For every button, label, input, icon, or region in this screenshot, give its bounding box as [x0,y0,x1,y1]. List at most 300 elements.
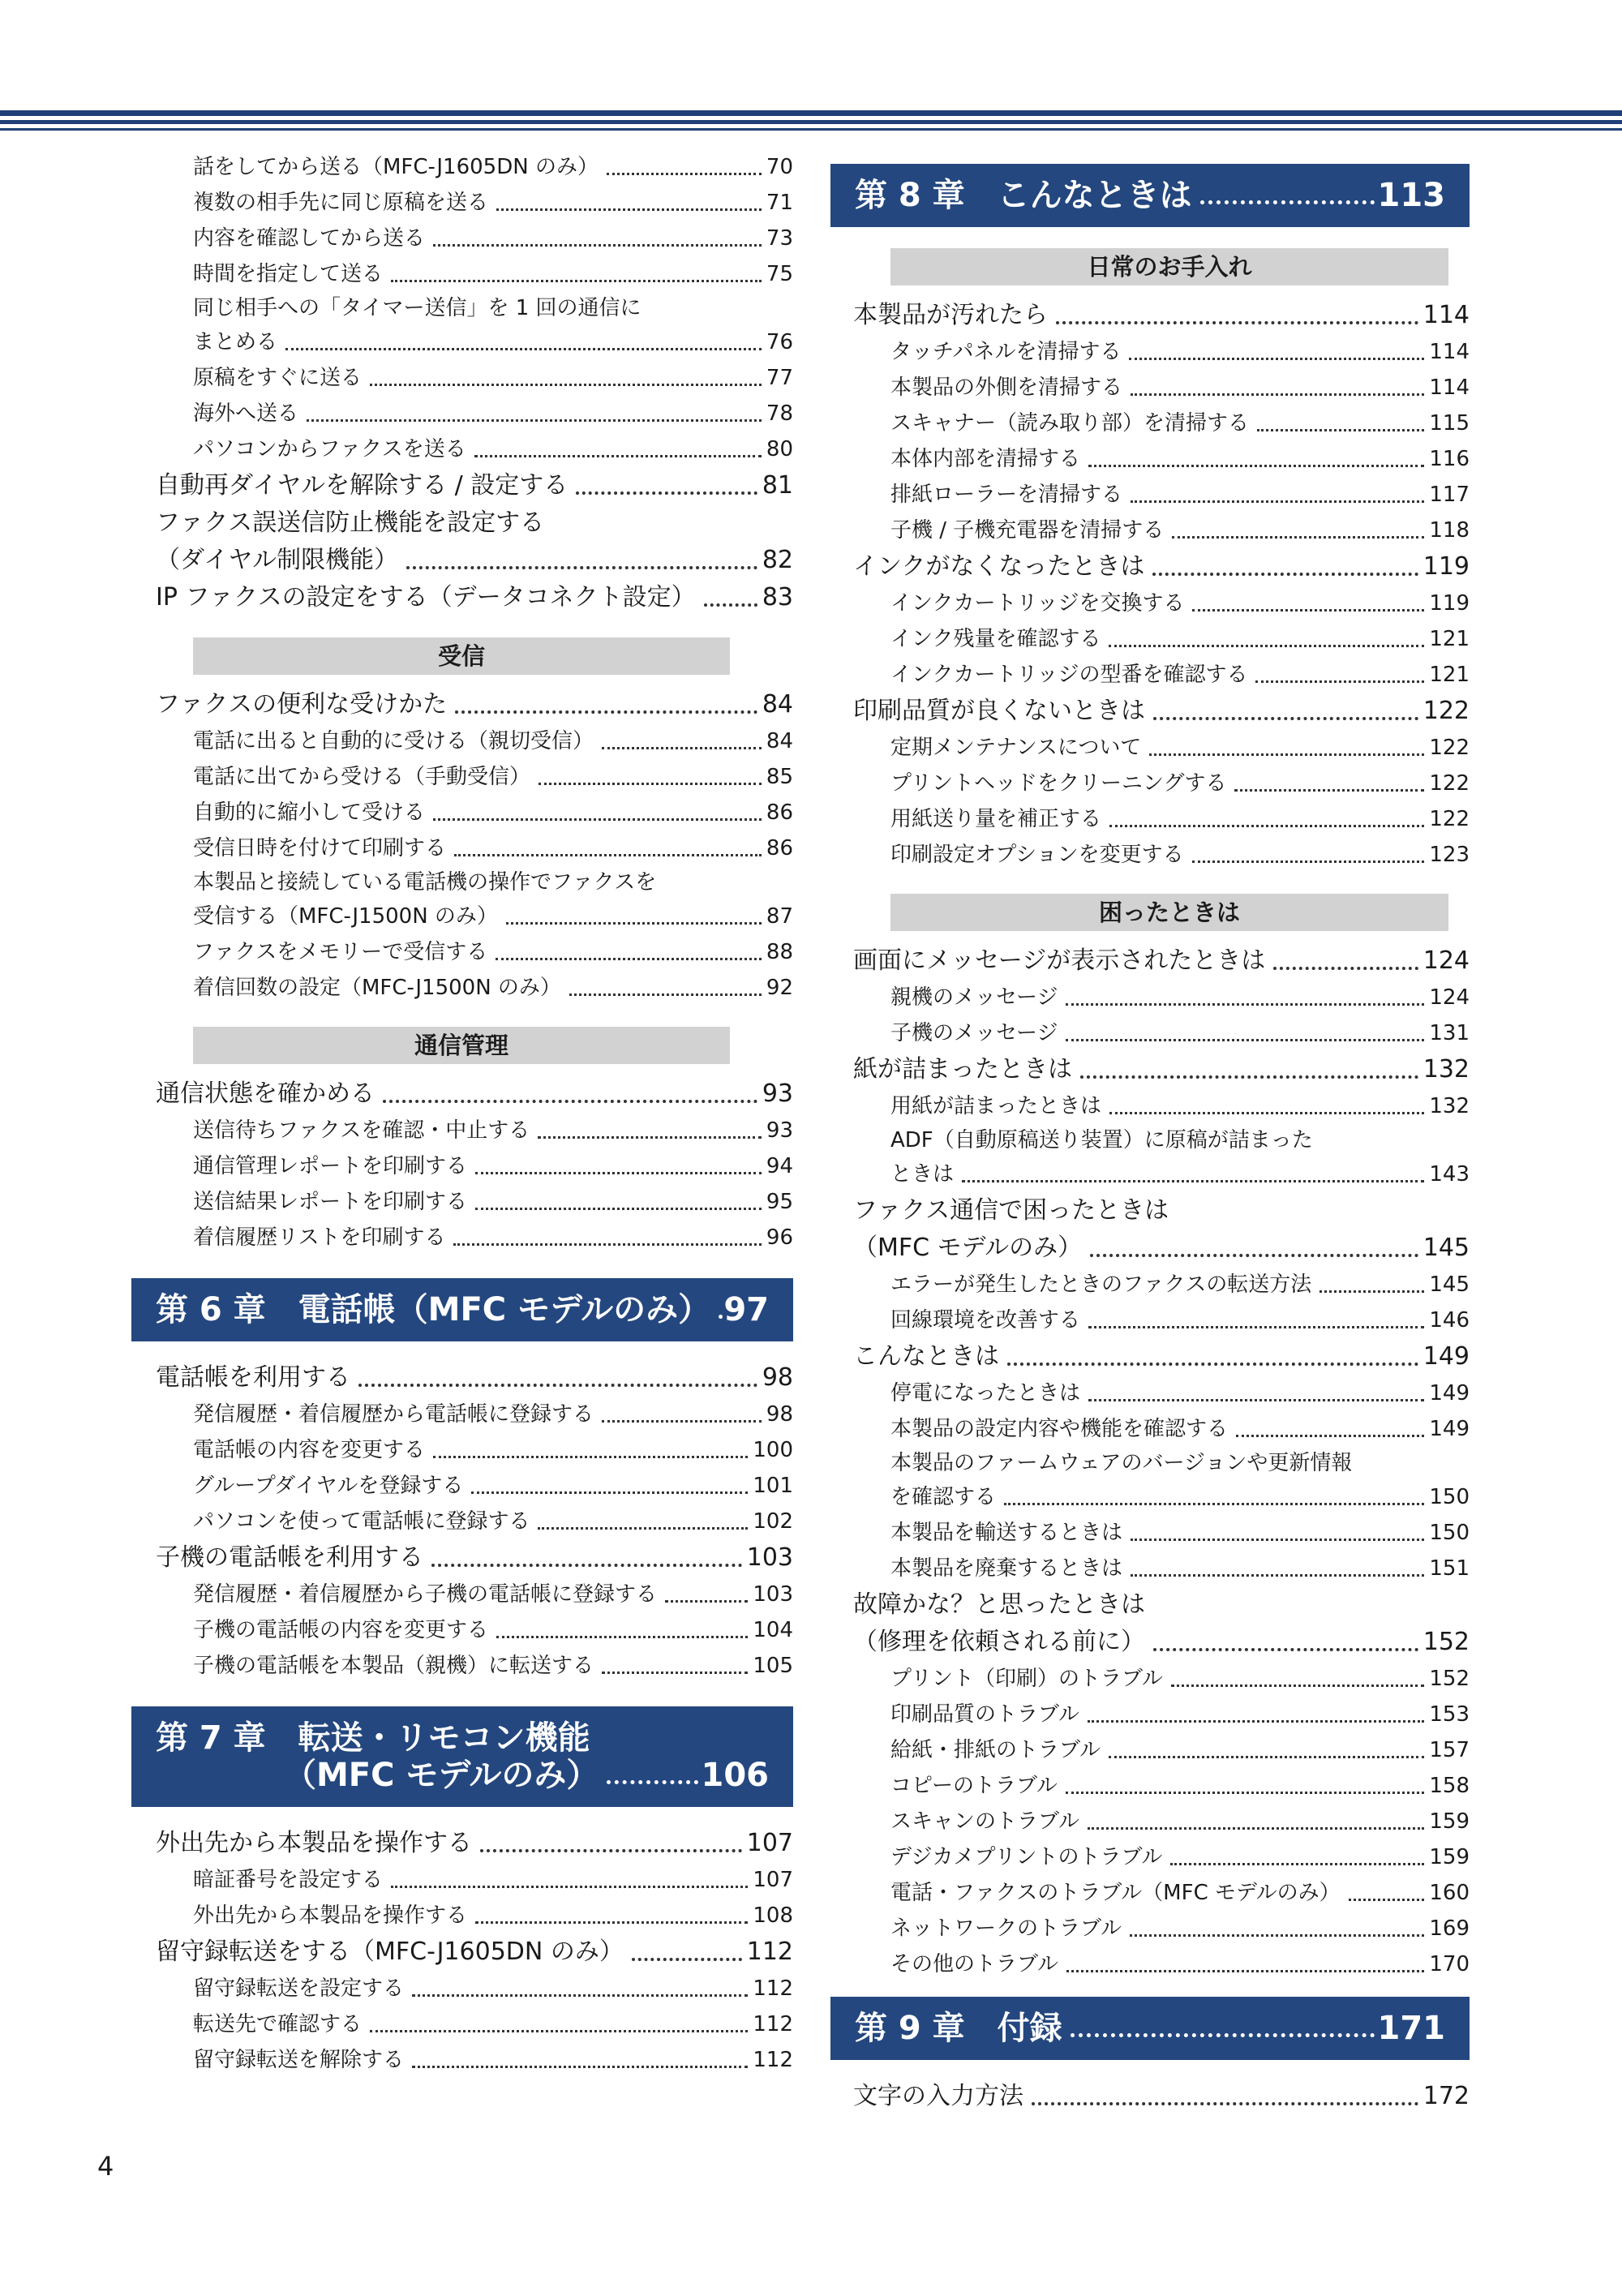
toc-entry[interactable] [853,370,1470,406]
leader-dots [285,348,762,350]
leader-dots [665,1600,748,1603]
toc-entry[interactable] [156,934,793,970]
entry-title: 回線環境を改善する [890,1308,1081,1333]
entry-title: 外出先から本製品を操作する [193,1903,468,1928]
leader-dots [506,922,762,925]
toc-entry[interactable] [156,396,793,431]
toc-entry[interactable] [156,1577,793,1612]
entry-page: 76 [766,330,793,354]
toc-entry[interactable] [156,1148,793,1184]
entry-title: 留守録転送をする（MFC-J1605DN のみ） [156,1938,624,1966]
toc-entry[interactable] [156,1612,793,1648]
toc-entry[interactable] [156,1971,793,2006]
toc-entry[interactable] [853,1768,1470,1804]
toc-entry[interactable] [853,837,1470,873]
leader-dots [383,1100,757,1103]
entry-title: その他のトラブル [890,1952,1058,1976]
leader-dots [1109,1756,1424,1758]
entry-page: 84 [766,729,793,753]
entry-title: 時間を指定して送る [193,262,384,286]
toc-main-entry-wrap-line[interactable]: ファクス誤送信防止機能を設定する [156,509,545,537]
entry-title: デジカメプリントのトラブル [890,1845,1163,1869]
leader-dots [480,1849,742,1852]
entry-title: 紙が詰まったときは [853,1055,1072,1084]
toc-entry[interactable] [156,1898,793,1933]
entry-page: 112 [746,1938,793,1966]
entry-title: タッチパネルを清掃する [890,340,1122,364]
toc-main-entry[interactable] [853,1624,1470,1661]
entry-title: 暗証番号を設定する [193,1868,384,1892]
entry-title: を確認する [890,1485,997,1509]
leader-dots [1319,1290,1424,1293]
entry-title: 子機 / 子機充電器を清掃する [890,518,1165,543]
entry-page: 83 [762,583,793,612]
toc-entry[interactable] [156,1432,793,1468]
entry-title: 親機のメッセージ [890,985,1058,1010]
toc-entry-wrap-line[interactable]: 同じ相手への「タイマー送信」を 1 回の通信に [193,296,642,320]
toc-entry[interactable] [853,1015,1470,1051]
entry-title: 文字の入力方法 [853,2082,1023,2110]
entry-title: 電話・ファクスのトラブル（MFC モデルのみ） [890,1881,1341,1905]
entry-page: 102 [753,1509,793,1534]
chapter-page: 171 [1377,2010,1445,2047]
leader-dots [1131,1574,1424,1577]
entry-page: 112 [753,1976,793,2001]
entry-page: 114 [1429,340,1470,364]
toc-main-entry[interactable] [156,1359,793,1397]
toc-entry[interactable] [853,1946,1470,1982]
entry-title: 外出先から本製品を操作する [156,1829,472,1857]
entry-title: 印刷品質が良くないときは [853,697,1145,725]
entry-page: 152 [1422,1628,1470,1656]
chapter-9-banner[interactable] [830,1997,1470,2060]
toc-main-entry[interactable] [853,1338,1470,1375]
entry-title: 排紙ローラーを清掃する [890,483,1123,507]
leader-dots [406,566,757,569]
leader-dots [1066,1003,1424,1006]
leader-dots [607,173,762,175]
entry-title: 用紙送り量を補正する [890,807,1102,831]
toc-entry[interactable] [156,360,793,396]
entry-title: 発信履歴・着信履歴から電話帳に登録する [193,1402,594,1427]
entry-page: 119 [1422,552,1470,581]
toc-entry[interactable] [853,334,1470,370]
entry-title: 複数の相手先に同じ原稿を送る [193,191,489,215]
leader-dots [1056,321,1418,324]
chapter-8-banner[interactable] [830,164,1470,227]
entry-page: 82 [762,546,793,574]
toc-entry[interactable] [853,1515,1470,1551]
toc-entry[interactable] [853,1302,1470,1338]
leader-dots [496,208,762,211]
leader-dots [576,491,757,495]
toc-main-entry[interactable] [853,2078,1470,2115]
entry-page: 107 [753,1868,793,1892]
chapter-6-banner[interactable] [131,1278,793,1341]
entry-title: ファクスをメモリーで受信する [193,940,488,964]
entry-page: 96 [766,1225,793,1250]
entry-page: 80 [766,437,793,461]
entry-page: 95 [766,1190,793,1214]
leader-dots [1273,967,1418,970]
toc-entry[interactable] [156,1220,793,1255]
entry-title: 本製品が汚れたら [853,301,1048,329]
toc-entry[interactable] [853,586,1470,621]
entry-page: 149 [1422,1342,1470,1371]
entry-page: 98 [762,1363,793,1392]
toc-main-entry-wrap-line[interactable]: ファクス通信で困ったときは [853,1196,1169,1225]
leader-dots [1066,1039,1424,1041]
entry-title: グループダイヤルを登録する [193,1474,464,1498]
entry-title: インク残量を確認する [890,627,1101,651]
toc-entry[interactable] [156,1504,793,1539]
leader-dots [1131,1539,1424,1541]
entry-page: 77 [766,366,793,390]
toc-entry[interactable] [156,759,793,795]
entry-title: 海外へ送る [193,401,299,426]
toc-entry[interactable] [853,980,1470,1015]
chapter-page: 97 [723,1291,769,1328]
leader-dots [607,1780,697,1784]
toc-main-entry[interactable] [156,1825,793,1862]
entry-title: 本製品を廃棄するときは [890,1556,1123,1581]
toc-main-entry[interactable] [853,297,1470,334]
toc-entry[interactable] [156,149,793,185]
chapter-title: 第 9 章 付録 [855,2010,1062,2047]
entry-title: 子機の電話帳を本製品（親機）に転送する [193,1654,594,1678]
leader-dots [1088,1827,1424,1830]
leader-dots [1131,500,1424,503]
leader-dots [1109,645,1424,647]
leader-dots [1032,2102,1418,2105]
entry-page: 172 [1422,2082,1470,2110]
entry-title: まとめる [193,330,278,354]
toc-entry[interactable] [156,1862,793,1898]
toc-entry[interactable] [156,970,793,1006]
entry-page: 118 [1429,518,1470,543]
entry-title: 通信管理レポートを印刷する [193,1154,468,1178]
leader-dots [1109,825,1424,827]
toc-entry[interactable] [853,1697,1470,1732]
entry-page: 103 [753,1582,793,1607]
entry-page: 169 [1429,1916,1470,1941]
toc-entry-wrap-line[interactable]: 本製品のファームウェアのバージョンや更新情報 [890,1451,1353,1475]
entry-page: 71 [766,191,793,215]
entry-page: 86 [766,836,793,860]
toc-entry[interactable] [156,185,793,221]
leader-dots [1066,1792,1424,1794]
leader-dots [1153,1648,1418,1651]
leader-dots [455,710,757,714]
entry-title: 通信状態を確かめる [156,1079,375,1108]
entry-title: 着信履歴リストを印刷する [193,1225,446,1250]
leader-dots [1172,536,1424,539]
toc-entry[interactable] [156,1184,793,1220]
leader-dots [496,1636,748,1638]
toc-entry[interactable] [853,1267,1470,1302]
entry-page: 94 [766,1154,793,1178]
toc-main-entry[interactable] [156,467,793,504]
toc-entry[interactable] [156,795,793,830]
entry-title: 停電になったときは [890,1381,1081,1405]
toc-entry[interactable] [853,1875,1470,1911]
entry-title: 電話帳の内容を変更する [193,1438,426,1462]
entry-page: 86 [766,800,793,825]
toc-entry-wrap-line[interactable]: 本製品と接続している電話機の操作でファクスを [193,870,657,895]
entry-title: スキャナー（読み取り部）を清掃する [890,411,1250,436]
entry-page: 84 [762,690,793,719]
entry-title: 内容を確認してから送る [193,226,426,251]
entry-page: 93 [766,1118,793,1143]
entry-page: 122 [1422,697,1470,725]
toc-entry[interactable] [853,1804,1470,1839]
entry-page: 124 [1422,946,1470,975]
toc-entry[interactable] [156,1468,793,1504]
entry-page: 122 [1429,771,1470,796]
toc-main-entry[interactable] [853,693,1470,730]
leader-dots [719,1315,720,1319]
toc-entry[interactable] [853,1411,1470,1447]
toc-entry[interactable] [156,2006,793,2042]
entry-page: 146 [1429,1308,1470,1333]
entry-page: 108 [753,1903,793,1928]
entry-page: 143 [1429,1162,1470,1187]
entry-page: 145 [1422,1234,1470,1262]
toc-entry[interactable] [853,1732,1470,1768]
entry-page: 101 [753,1474,793,1498]
leader-dots [569,994,762,996]
entry-title: （修理を依頼される前に） [853,1628,1145,1656]
leader-dots [602,1672,748,1674]
toc-main-entry-wrap-line[interactable]: 故障かな？と思ったときは [853,1590,1145,1619]
chapter-subtitle: （MFC モデルのみ） [284,1757,599,1794]
entry-title: 給紙・排紙のトラブル [890,1738,1101,1762]
toc-entry[interactable] [853,441,1470,477]
leader-dots [1152,573,1418,576]
leader-dots [1088,1326,1424,1328]
toc-entry-wrap-line[interactable]: ADF（自動原稿送り装置）に原稿が詰まった [890,1128,1313,1152]
leader-dots [1131,393,1424,396]
entry-title: ファクスの便利な受けかた [156,690,448,719]
toc-main-entry[interactable] [853,1051,1470,1088]
entry-title: 原稿をすぐに送る [193,366,363,390]
entry-page: 132 [1429,1094,1470,1118]
entry-page: 81 [762,471,793,500]
entry-page: 159 [1429,1845,1470,1869]
entry-page: 117 [1429,483,1470,507]
toc-main-entry[interactable] [156,1539,793,1577]
entry-title: スキャンのトラブル [890,1809,1079,1834]
toc-entry[interactable] [156,723,793,759]
leader-dots [1109,1112,1424,1114]
entry-page: 114 [1422,301,1470,329]
entry-title: 印刷設定オプションを変更する [890,843,1184,867]
section-heading-care: 日常のお手入れ [890,248,1448,285]
entry-title: 留守録転送を設定する [193,1976,405,2001]
entry-page: 92 [766,976,793,1000]
entry-page: 112 [753,2048,793,2072]
header-rule-medium [0,120,1622,124]
toc-entry[interactable] [156,1113,793,1148]
entry-page: 131 [1429,1021,1470,1045]
leader-dots [538,1527,748,1530]
leader-dots [1080,1075,1418,1079]
entry-title: 留守録転送を解除する [193,2048,405,2072]
leader-dots [391,280,762,282]
entry-title: ときは [890,1162,955,1187]
entry-page: 124 [1429,985,1470,1010]
entry-page: 150 [1429,1485,1470,1509]
leader-dots [412,2066,748,2068]
toc-entry[interactable] [853,1479,1470,1515]
chapter-page: 113 [1377,177,1445,214]
leader-dots [1129,358,1424,360]
leader-dots [1171,1684,1424,1687]
toc-entry[interactable] [156,324,793,360]
entry-title: （ダイヤル制限機能） [156,546,399,574]
toc-entry[interactable] [853,1157,1470,1192]
toc-entry[interactable] [156,1648,793,1684]
leader-dots [1149,753,1424,756]
toc-main-entry[interactable] [156,542,793,579]
entry-title: エラーが発生したときのファクスの転送方法 [890,1272,1312,1297]
entry-title: 本体内部を清掃する [890,447,1081,471]
toc-entry[interactable] [156,899,793,934]
toc-entry[interactable] [156,221,793,256]
entry-title: パソコンからファクスを送る [193,437,466,461]
leader-dots [474,455,762,457]
page-number: 4 [97,2151,114,2182]
leader-dots [632,1958,742,1961]
entry-title: 本製品の設定内容や機能を確認する [890,1417,1229,1441]
entry-title: ネットワークのトラブル [890,1916,1122,1941]
toc-entry[interactable] [156,1397,793,1432]
entry-page: 149 [1429,1417,1470,1441]
entry-title: こんなときは [853,1342,999,1371]
toc-entry[interactable] [853,1551,1470,1586]
entry-title: 受信日時を付けて印刷する [193,836,447,860]
chapter-7-banner[interactable] [131,1706,793,1807]
toc-main-entry[interactable] [853,942,1470,980]
leader-dots [1234,789,1424,792]
leader-dots [539,783,762,785]
toc-entry[interactable] [853,513,1470,548]
toc-main-entry[interactable] [853,548,1470,586]
leader-dots [471,1491,748,1494]
entry-title: 用紙が詰まったときは [890,1094,1102,1118]
toc-entry[interactable] [853,477,1470,513]
toc-entry[interactable] [853,730,1470,766]
chapter-title: 第 8 章 こんなときは [855,177,1192,214]
toc-main-entry[interactable] [156,1933,793,1971]
leader-dots [1088,1720,1424,1723]
entry-page: 121 [1429,663,1470,687]
toc-entry[interactable] [853,406,1470,441]
entry-title: 本製品の外側を清掃する [890,376,1123,400]
toc-entry[interactable] [853,1839,1470,1875]
entry-page: 116 [1429,447,1470,471]
leader-dots [1349,1899,1425,1901]
toc-entry[interactable] [853,1911,1470,1946]
entry-page: 123 [1429,843,1470,867]
toc-main-entry[interactable] [156,579,793,616]
toc-entry[interactable] [853,621,1470,657]
entry-title: 送信結果レポートを印刷する [193,1190,468,1214]
entry-title: 画面にメッセージが表示されたときは [853,946,1266,975]
entry-page: 73 [766,226,793,251]
toc-entry[interactable] [853,1661,1470,1697]
entry-title: 電話帳を利用する [156,1363,350,1392]
header-rule-thick [0,110,1622,116]
entry-page: 121 [1429,627,1470,651]
leader-dots [1071,2033,1375,2037]
chapter-page: 106 [701,1757,769,1794]
entry-title: パソコンを使って電話帳に登録する [193,1509,530,1534]
entry-page: 160 [1429,1881,1470,1905]
toc-main-entry[interactable] [156,1075,793,1113]
leader-dots [1257,429,1424,431]
entry-page: 70 [766,155,793,179]
entry-page: 98 [766,1402,793,1427]
entry-title: 本製品を輸送するときは [890,1521,1123,1545]
entry-title: 話をしてから送る（MFC-J1605DN のみ） [193,155,599,179]
toc-entry[interactable] [853,801,1470,837]
leader-dots [1088,1399,1424,1401]
toc-entry[interactable] [156,431,793,467]
entry-page: 132 [1422,1055,1470,1084]
section-heading-receive: 受信 [193,637,730,675]
entry-title: 受信する（MFC-J1500N のみ） [193,904,498,929]
toc-main-entry[interactable] [156,686,793,723]
toc-entry[interactable] [853,1375,1470,1411]
entry-title: 自動再ダイヤルを解除する / 設定する [156,471,569,500]
entry-title: コピーのトラブル [890,1774,1058,1798]
entry-page: 151 [1429,1556,1470,1581]
leader-dots [1170,1863,1424,1865]
toc-main-entry[interactable] [853,1230,1470,1267]
chapter-title-line2 [156,1757,769,1794]
leader-dots [475,1172,762,1174]
entry-title: インクカートリッジの型番を確認する [890,663,1248,687]
entry-page: 114 [1429,376,1470,400]
entry-title: 発信履歴・着信履歴から子機の電話帳に登録する [193,1582,658,1607]
entry-page: 78 [766,401,793,426]
toc-entry[interactable] [156,830,793,866]
toc-left-column [156,149,793,2078]
toc-entry[interactable] [853,1088,1470,1124]
entry-page: 159 [1429,1809,1470,1834]
entry-page: 103 [746,1543,793,1572]
entry-page: 88 [766,940,793,964]
header-rule-thin [0,128,1622,131]
entry-page: 85 [766,765,793,789]
entry-title: （MFC モデルのみ） [853,1234,1083,1262]
toc-entry[interactable] [156,256,793,292]
entry-page: 115 [1429,411,1470,436]
leader-dots [704,603,757,607]
entry-page: 150 [1429,1521,1470,1545]
toc-entry[interactable] [156,2042,793,2078]
leader-dots [453,1243,761,1246]
leader-dots [1088,465,1424,467]
toc-entry[interactable] [853,657,1470,693]
leader-dots [370,2030,748,2032]
entry-page: 105 [753,1654,793,1678]
leader-dots [538,1136,762,1139]
entry-page: 122 [1429,736,1470,760]
toc-entry[interactable] [853,766,1470,801]
entry-title: インクがなくなったときは [853,552,1145,581]
